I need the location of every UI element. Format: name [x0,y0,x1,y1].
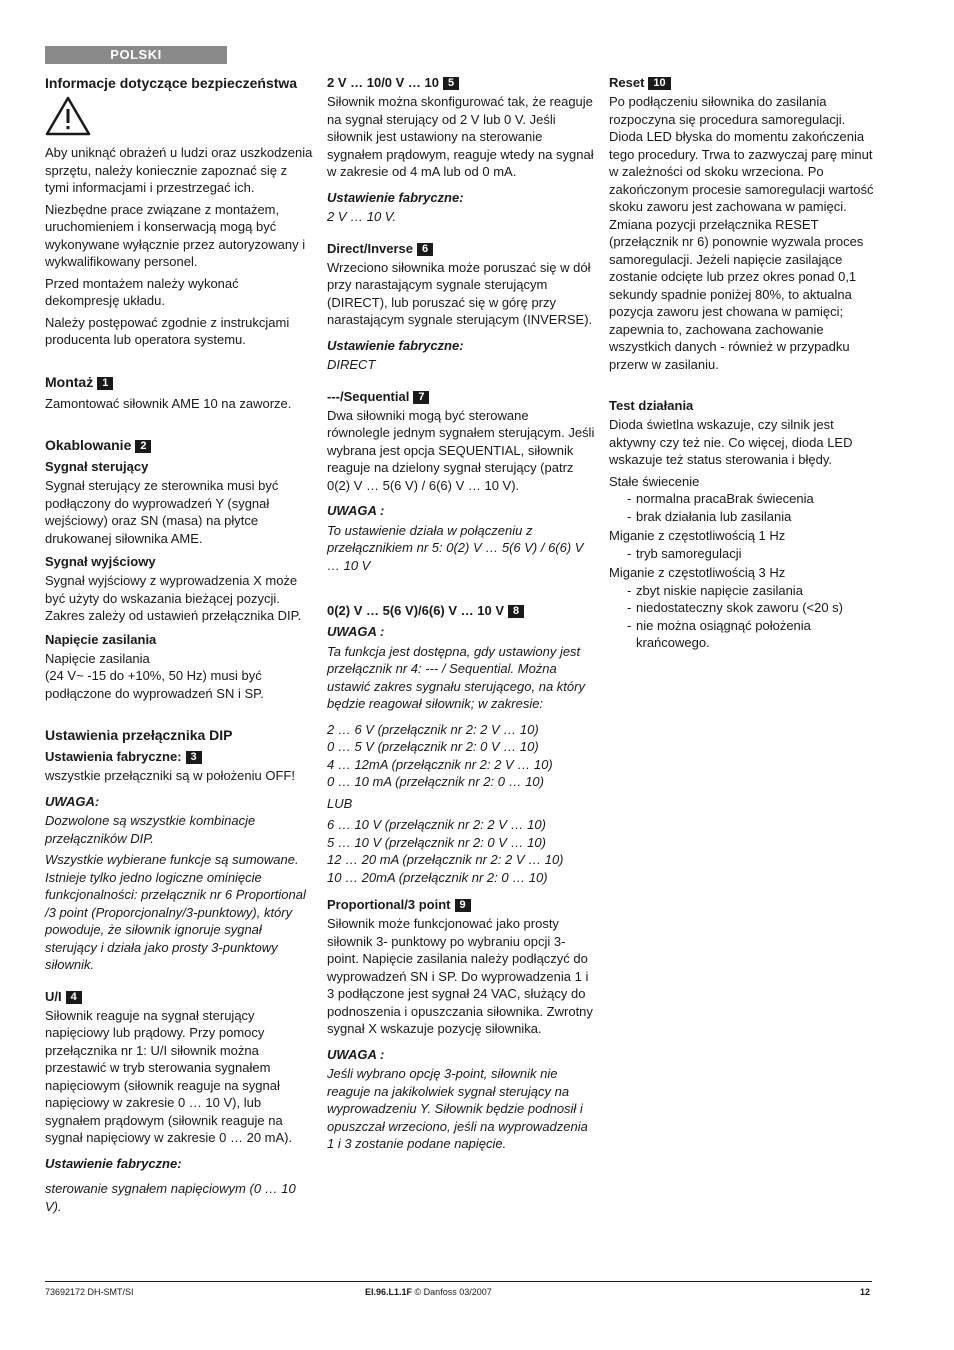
section-5-title: 2 V … 10/0 V … 10 [327,75,440,90]
section-number-badge: 10 [648,77,670,90]
section-9-title: Proportional/3 point [327,897,451,912]
note-label: UWAGA : [327,503,385,518]
range-item: 0 … 5 V (przełącznik nr 2: 0 V … 10) [327,739,539,754]
range-item: 2 … 6 V (przełącznik nr 2: 2 V … 10) [327,721,539,737]
section-number-badge: 1 [97,377,113,390]
section-8-title: 0(2) V … 5(6 V)/6(6) V … 10 V [327,603,505,618]
list-item: - normalna pracaBrak świecenia [627,490,877,508]
output-signal-title: Sygnał wyjściowy [45,554,156,569]
section-6-paragraph: Wrzeciono siłownika może poruszać się w dół przy narastającym sygnale sterującym (DIRECT), lub poruszać się w górę przy narastającym sygnale sterującym (INVERSE). [327,259,593,327]
blink-3hz-list [609,582,877,652]
wiring-heading [45,436,313,454]
column-2 [327,74,595,1157]
section-number-badge: 9 [455,899,471,912]
mount-paragraph: Zamontować siłownik AME 10 na zaworze. [45,395,292,411]
test-title: Test działania [609,398,694,413]
factory-setting-label: Ustawienie fabryczne: [45,1155,182,1171]
factory-setting-label: Ustawienie fabryczne: [327,189,464,205]
footer-reference [365,1286,492,1298]
blink-1hz-list [609,545,877,563]
factory-settings-paragraph: wszystkie przełączniki są w położeniu OFF! [45,768,295,783]
page-number: 12 [860,1287,871,1297]
section-number-badge: 8 [508,605,524,618]
range-item: 4 … 12mA (przełącznik nr 2: 2 V … 10) [327,756,553,772]
or-label: LUB [327,795,353,811]
factory-setting-value: 2 V … 10 V. [327,209,397,224]
section-number-badge: 4 [66,991,82,1004]
safety-paragraph: Należy postępować zgodnie z instrukcjami producenta lub operatora systemu. [45,314,290,347]
reset-paragraph: Po podłączeniu siłownika do zasilania rozpoczyna się procedura samoregulacji. Dioda LED błyska do momentu zakończenia tego procedury. Trwa to zazwyczaj parę minut w zależności od skoku wrzeciona. Po zakończonym procesie samoregulacji wartość skoku zaworu jest zachowana w pamięci. Zmiana pozycji przełącznika RESET (przełącznik nr 6) ponownie wyzwala proces samoregulacji. Jeżeli napięcie zasilające zostanie odcięte lub przez okres ponad 0,1 sekundy spadnie poniżej 80%, to aktualna pozycja zaworu jest chowana w pamięci; zapewnia to, zachowana zachowanie wszystkich danych - również w przypadku przerw w zasilaniu. [609,94,874,372]
footer-doc-code: 73692172 DH-SMT/SI [45,1287,134,1297]
list-item: - zbyt niskie napięcie zasilania [627,582,877,600]
section-number-badge: 3 [186,751,202,764]
reset-title: Reset [609,75,645,90]
safety-paragraph: Przed montażem należy wykonać dekompresję układu. [45,275,239,308]
section-8-heading [327,602,595,619]
control-signal-title: Sygnał sterujący [45,459,149,474]
note-label: UWAGA: [45,793,100,809]
safety-paragraph: Niezbędne prace związane z montażem, uruchomieniem i konserwacją mogą być wykonywane wyłącznie przez autoryzowany i wykwalifikowany personel. [45,201,306,269]
section-9-paragraph: Siłownik może funkcjonować jako prosty siłownik 3- punktowy po wybraniu opcji 3-point. Napięcie zasilania należy podłączyć do wyprowadzeń SN i SP. Do wyprowadzenia 1 i 3 podłączone jest sygnał 24 VAC, służący do podnoszenia i opuszczania siłownika. Zwrotny sygnał X wskazuje pozycję siłownika. [327,916,593,1036]
language-tab: POLSKI [45,46,227,64]
section-5-paragraph: Siłownik można skonfigurować tak, że reaguje na sygnał sterujący od 2 V lub 0 V. Jeśli siłownik jest ustawiony na sterowanie sygnałem prądowym, reaguje wtedy na sygnał w zakresie od 4 mA lub od 0 mA. [327,94,594,179]
section-number-badge: 2 [135,440,151,453]
footer-copyright: © Danfoss 03/2007 [414,1287,492,1297]
factory-setting-value: DIRECT [327,357,376,372]
blink-1hz-label: Miganie z częstotliwością 1 Hz [609,528,786,543]
dip-settings-title: Ustawienia przełącznika DIP [45,727,233,743]
range-item: 12 … 20 mA (przełącznik nr 2: 2 V … 10) [327,852,564,867]
test-paragraph: Dioda świetlna wskazuje, czy silnik jest aktywny czy też nie. Co więcej, dioda LED wskazuje też status sterowania i błędy. [609,417,853,467]
control-signal-paragraph: Sygnał sterujący ze sterownika musi być podłączony do wyprowadzeń Y (sygnał wejściowy) oraz SN (masa) na płytce drukowanej siłownika AME. [45,478,279,546]
section-7-heading [327,388,595,405]
ui-paragraph: Siłownik reaguje na sygnał sterujący napięciowy lub prądowy. Przy pomocy przełącznika nr 1: U/I siłownik można przestawić w tryb sterowania sygnałem napięciowym (siłownik reaguje na sygnał napięciowy w zakresie 0 … 10 V), lub sygnałem prądowym (siłownik reaguje na sygnał napięciowy w zakresie 0 … 20 mA). [45,1007,293,1145]
section-number-badge: 5 [443,77,459,90]
section-number-badge: 7 [413,391,429,404]
section-5-heading [327,74,595,91]
output-signal-paragraph: Sygnał wyjściowy z wyprowadzenia X może być użyty do wskazania bieżącej pozycji. Zakres zależy od ustawień przełącznika DIP. [45,573,302,623]
note-paragraph: Dozwolone są wszystkie kombinacje przełączników DIP. [45,813,256,846]
factory-setting-value: sterowanie sygnałem napięciowym (0 … 10 V). [45,1181,296,1214]
steady-list [609,490,877,525]
range-item: 10 … 20mA (przełącznik nr 2: 0 … 10) [327,869,548,885]
blink-3hz-label: Miganie z częstotliwością 3 Hz [609,565,786,580]
note-paragraph: Wszystkie wybierane funkcje są sumowane. Istnieje tylko jedno logiczne ominięcie funkcjonalności: przełącznik nr 6 Proportional /3 point (Proporcjonalny/3-punktowy), który powoduje, że siłownik ignoruje sygnał sterujący i działa jako prosty 3-punktowy siłownik. [45,852,306,972]
ui-title: U/I [45,988,62,1004]
range-item: 0 … 10 mA (przełącznik nr 2: 0 … 10) [327,774,544,789]
footer-divider [45,1281,872,1282]
factory-settings-title: Ustawienia fabryczne: [45,749,182,764]
mount-heading [45,373,313,391]
footer-ref-code: EI.96.L1.1F [365,1287,413,1297]
safety-paragraph: Aby uniknąć obrażeń u ludzi oraz uszkodzenia sprzętu, należy koniecznie zapoznać się z tymi informacjami i przestrzegać ich. [45,145,313,195]
ui-heading [45,988,313,1005]
note-paragraph: To ustawienie działa w połączeniu z przełącznikiem nr 5: 0(2) V … 5(6 V) / 6(6) V … 10 V [327,522,584,573]
list-item: - brak działania lub zasilania [627,508,877,526]
column-3 [609,74,877,654]
range-item: 6 … 10 V (przełącznik nr 2: 2 V … 10) [327,817,546,832]
factory-settings-heading [45,748,313,765]
list-item: - nie można osiągnąć położenia krańcowego. [627,617,877,652]
supply-voltage-title: Napięcie zasilania [45,631,157,647]
list-item: - niedostateczny skok zaworu (<20 s) [627,599,877,617]
reset-heading [609,74,877,91]
column-1 [45,74,313,1219]
section-9-heading [327,896,595,913]
section-7-title: ---/Sequential [327,388,410,404]
section-7-paragraph: Dwa siłowniki mogą być sterowane równolegle jednym sygnałem sterującym. Jeśli wybrana jest opcja SEQUENTIAL, siłownik reaguje na dzielony sygnał sterujący (patrz 0(2) V … 5(6 V) / 6(6) V … 10 V). [327,407,595,493]
supply-voltage-paragraph: (24 V~ -15 do +10%, 50 Hz) musi być podłączone do wyprowadzeń SN i SP. [45,668,264,701]
wiring-title: Okablowanie [45,437,132,453]
steady-label: Stałe świecenie [609,473,700,489]
note-paragraph: Jeśli wybrano opcję 3-point, siłownik nie reaguje na jakikolwiek sygnał sterujący na wyprowadzeniu Y. Siłownik będzie podnosił i opuszczał wrzeciono, jeśli na wyprowadzenia 1 i 3 zostanie podane napięcie. [327,1066,588,1151]
note-label: UWAGA : [327,1046,385,1062]
factory-setting-label: Ustawienie fabryczne: [327,337,464,353]
section-number-badge: 6 [417,243,433,256]
note-label: UWAGA : [327,624,385,639]
range-item: 5 … 10 V (przełącznik nr 2: 0 V … 10) [327,834,546,850]
supply-voltage-line: Napięcie zasilania [45,650,150,666]
section-6-title: Direct/Inverse [327,240,413,256]
mount-title: Montaż [45,373,94,390]
list-item: - tryb samoregulacji [627,545,877,563]
safety-title: Informacje dotyczące bezpieczeństwa [45,75,298,91]
note-paragraph: Ta funkcja jest dostępna, gdy ustawiony jest przełącznik nr 4: --- / Sequential. Można ustawić zakres sygnału sterującego, na który będzie reagował siłownik; w zakresie: [327,643,585,711]
warning-triangle-icon [45,96,91,136]
section-6-heading [327,240,595,257]
